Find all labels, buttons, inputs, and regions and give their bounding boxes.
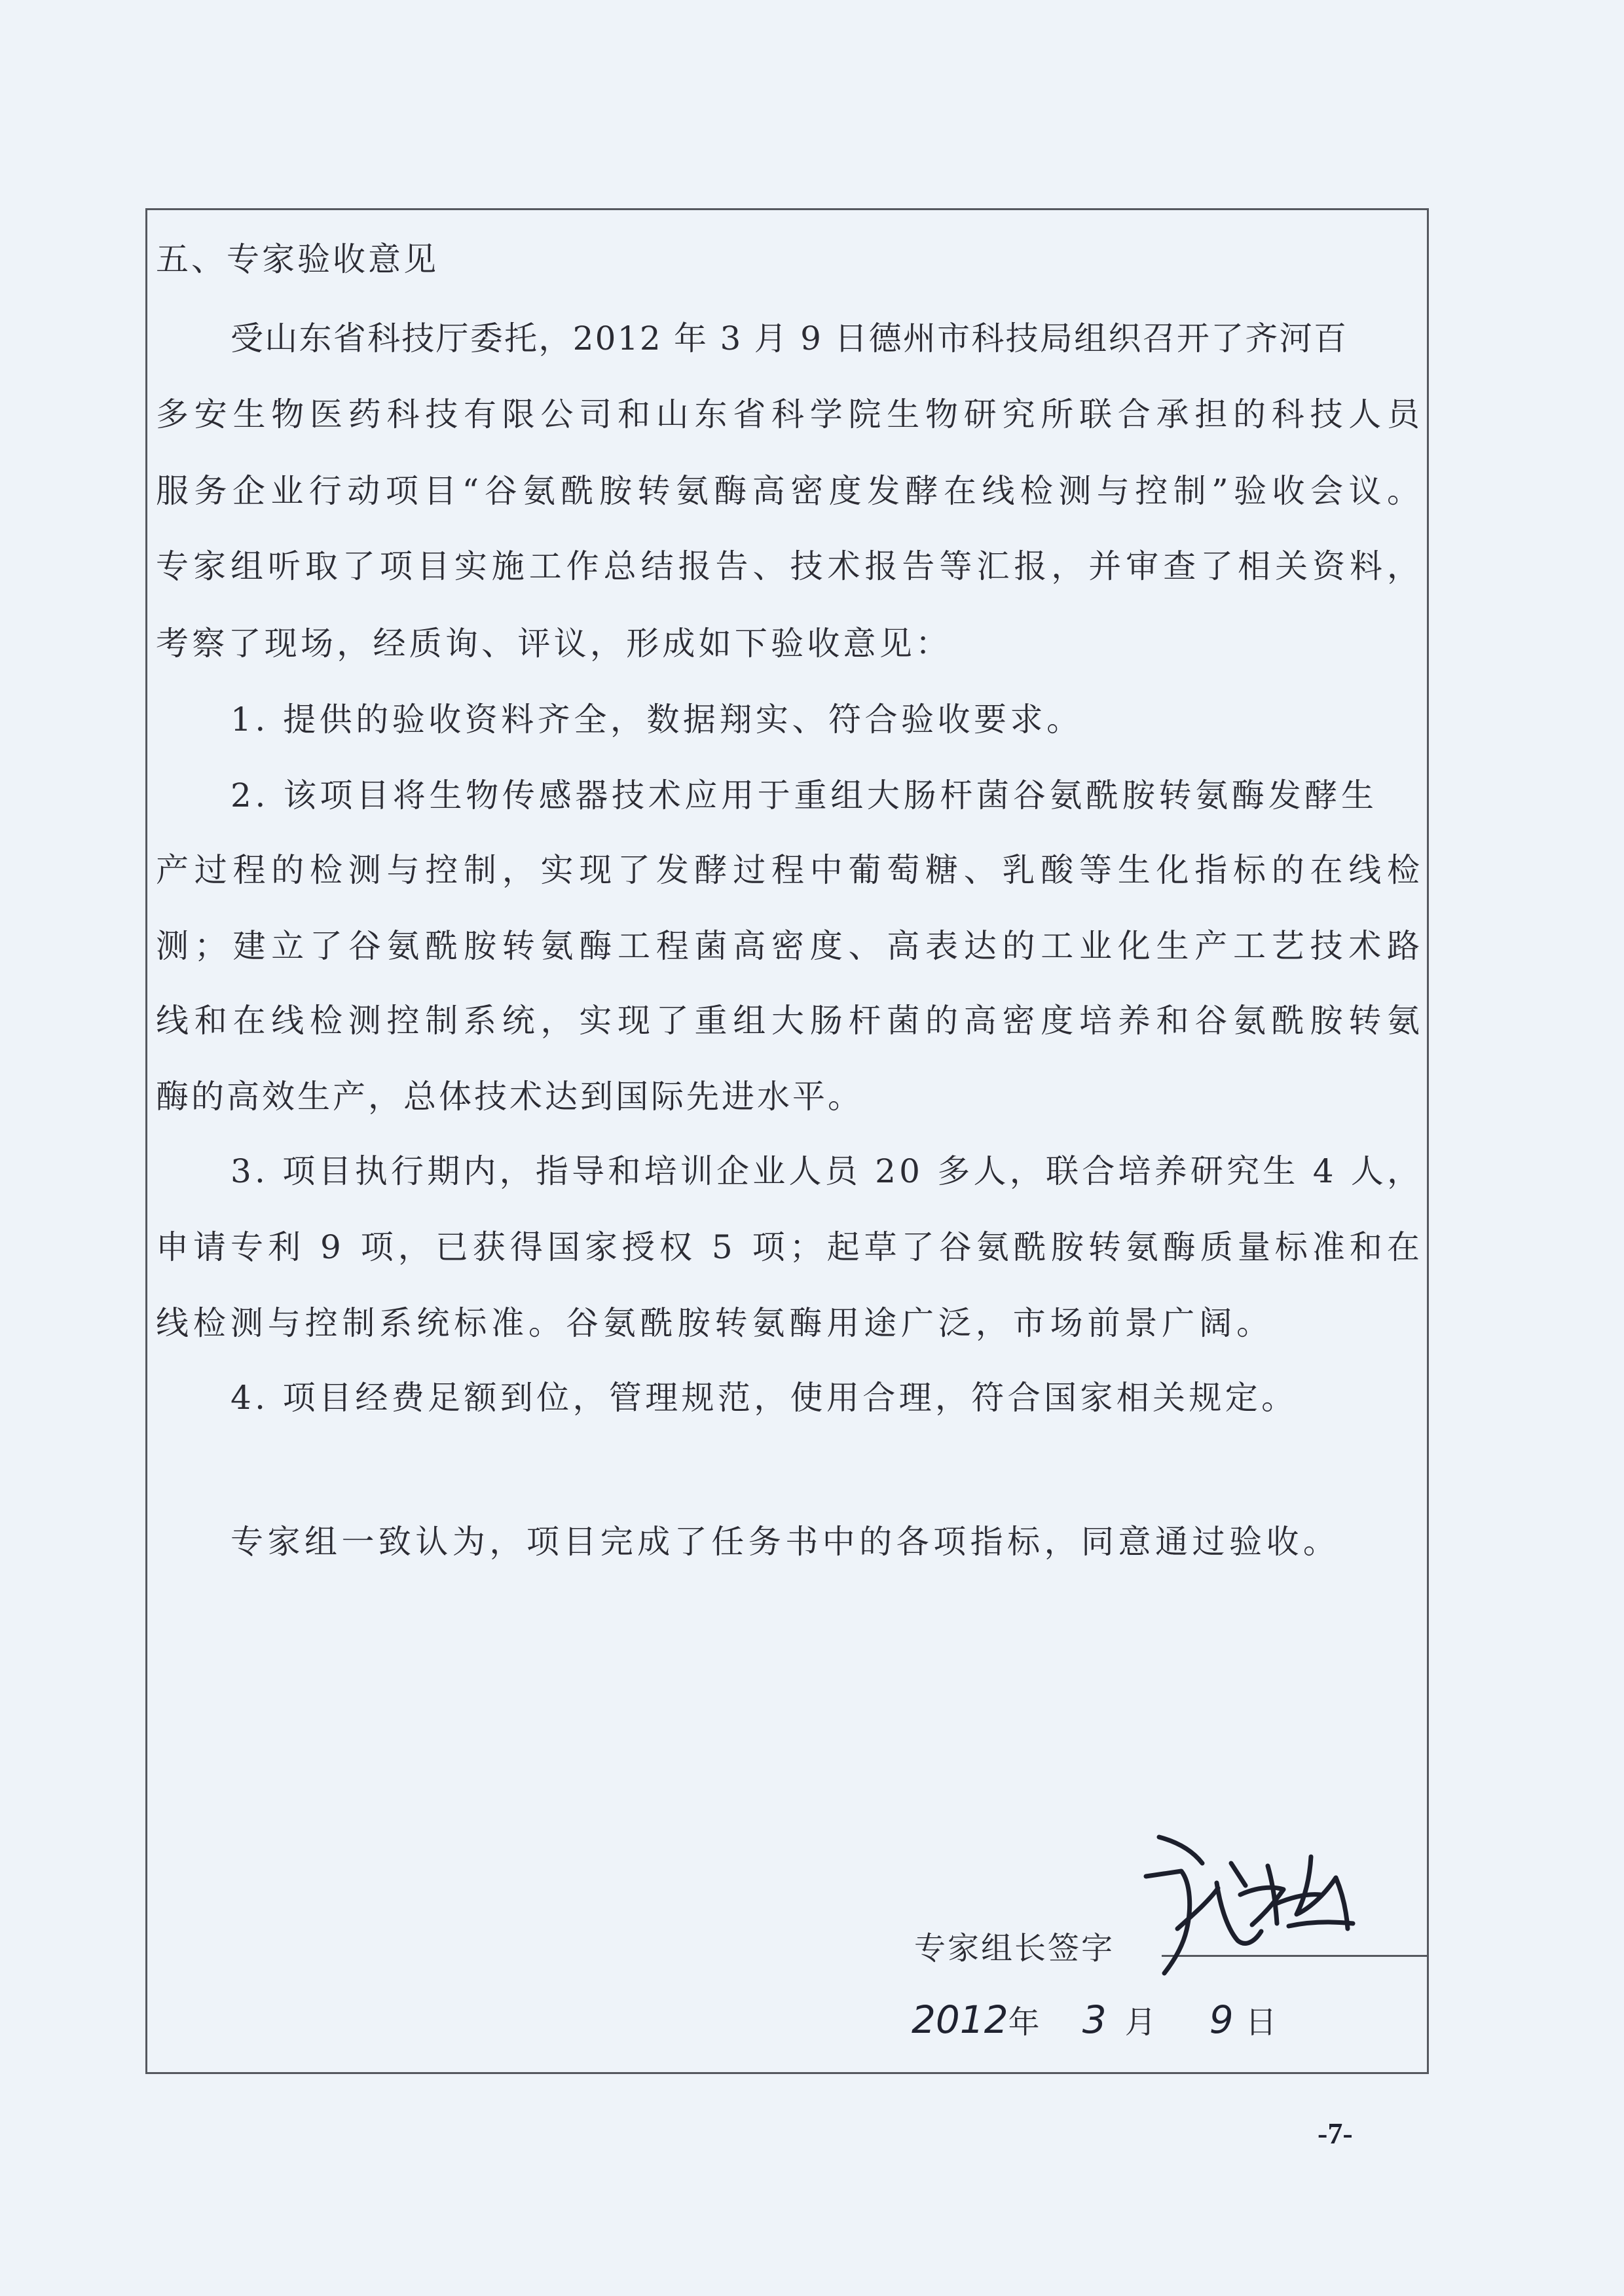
date-month-unit: 月 <box>1124 2004 1156 2041</box>
section-heading: 五、专家验收意见 <box>156 240 439 278</box>
conclusion-line: 专家组一致认为，项目完成了任务书中的各项指标，同意通过验收。 <box>231 1523 1340 1561</box>
paragraph-line: 考察了现场，经质询、评议，形成如下验收意见： <box>156 625 952 663</box>
date-month: 3 <box>1082 1997 1107 2042</box>
paragraph-line: 受山东省科技厅委托，2012 年 3 月 9 日德州市科技局组织召开了齐河百 <box>231 319 1348 357</box>
paragraph-line: 专家组听取了项目实施工作总结报告、技术报告等汇报，并审查了相关资料， <box>156 547 1424 585</box>
date-day-unit: 日 <box>1245 2004 1277 2041</box>
paragraph-line: 3. 项目执行期内，指导和培训企业人员 20 多人，联合培养研究生 4 人， <box>231 1152 1424 1190</box>
paragraph-line: 酶的高效生产，总体技术达到国际先进水平。 <box>156 1078 863 1116</box>
date-year: 2012 <box>912 1997 1008 2042</box>
paragraph-line: 产过程的检测与控制，实现了发酵过程中葡萄糖、乳酸等生化指标的在线检 <box>156 851 1426 889</box>
paragraph-line: 多安生物医药科技有限公司和山东省科学院生物研究所联合承担的科技人员 <box>156 395 1426 433</box>
paragraph-line: 线检测与控制系统标准。谷氨酰胺转氨酶用途广泛，市场前景广阔。 <box>156 1304 1274 1342</box>
paragraph-line: 4. 项目经费足额到位，管理规范，使用合理，符合国家相关规定。 <box>231 1379 1298 1417</box>
paragraph-line: 1. 提供的验收资料齐全，数据翔实、符合验收要求。 <box>231 701 1083 738</box>
paragraph-line: 申请专利 9 项，已获得国家授权 5 项；起草了谷氨酰胺转氨酶质量标准和在 <box>156 1228 1424 1266</box>
page-number: -7- <box>1318 2117 1353 2150</box>
paragraph-line: 2. 该项目将生物传感器技术应用于重组大肠杆菌谷氨酰胺转氨酶发酵生 <box>231 776 1378 814</box>
signature-date <box>912 1997 1277 2042</box>
handwritten-signature <box>1139 1831 1362 1981</box>
signature-label: 专家组长签字 <box>914 1930 1115 1967</box>
date-year-unit: 年 <box>1008 2004 1040 2041</box>
date-day: 9 <box>1209 1997 1234 2042</box>
paragraph-line: 服务企业行动项目“谷氨酰胺转氨酶高密度发酵在线检测与控制”验收会议。 <box>156 472 1426 510</box>
paragraph-line: 测；建立了谷氨酰胺转氨酶工程菌高密度、高表达的工业化生产工艺技术路 <box>156 927 1426 965</box>
paragraph-line: 线和在线检测控制系统，实现了重组大肠杆菌的高密度培养和谷氨酰胺转氨 <box>156 1002 1426 1040</box>
